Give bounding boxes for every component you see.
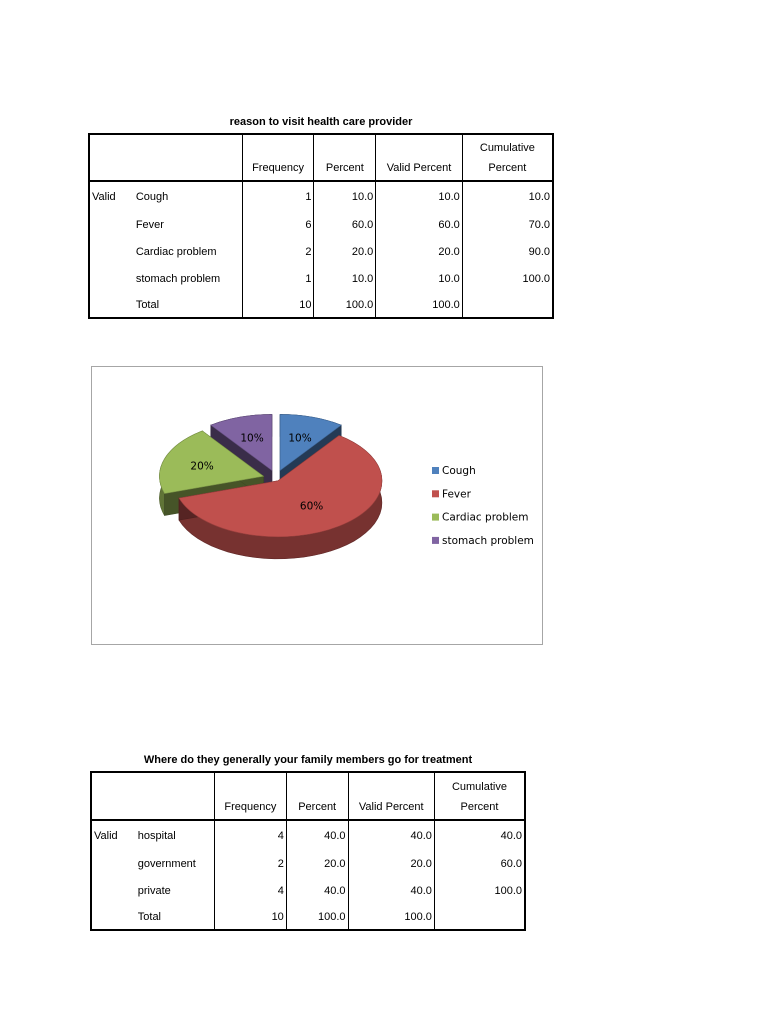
data-label-cough: 10% xyxy=(288,432,312,445)
col-header-valid-percent: Valid Percent xyxy=(348,772,434,820)
cell-valid-percent: 100.0 xyxy=(348,904,434,930)
row-label: Total xyxy=(137,910,162,923)
cell-valid-percent: 40.0 xyxy=(348,820,434,850)
col-header-cumulative-line2: Percent xyxy=(460,801,499,813)
cell-frequency: 4 xyxy=(215,877,287,904)
cell-cumulative-percent: 90.0 xyxy=(462,238,553,265)
table-row xyxy=(89,181,553,211)
cell-valid-percent: 10.0 xyxy=(376,181,463,211)
cell-percent: 20.0 xyxy=(314,238,376,265)
table-row xyxy=(89,211,553,238)
col-header-percent: Percent xyxy=(314,134,376,181)
col-header-cumulative-percent xyxy=(434,772,525,820)
cell-valid-percent: 60.0 xyxy=(376,211,463,238)
cell-valid-percent: 10.0 xyxy=(376,265,463,292)
cell-valid-percent: 20.0 xyxy=(348,850,434,877)
table2-title: Where do they generally your family members go for treatment xyxy=(143,754,473,766)
col-header-cumulative-line1: Cumulative xyxy=(479,142,535,154)
group-label: Valid xyxy=(92,190,116,203)
col-header-frequency: Frequency xyxy=(215,772,287,820)
pie-chart-svg xyxy=(92,367,542,644)
data-label-cardiac-problem: 20% xyxy=(190,460,214,473)
legend-swatch-fever xyxy=(432,490,439,497)
cell-frequency: 1 xyxy=(242,181,314,211)
cell-percent: 20.0 xyxy=(286,850,348,877)
cell-frequency: 10 xyxy=(215,904,287,930)
col-header-cumulative-percent xyxy=(462,134,553,181)
row-label: stomach problem xyxy=(135,272,221,285)
legend-swatch-cough xyxy=(432,467,439,474)
legend-label-stomach-problem: stomach problem xyxy=(442,534,534,547)
row-label: Fever xyxy=(135,218,164,231)
cell-frequency: 2 xyxy=(215,850,287,877)
frequency-table-reason xyxy=(88,133,554,319)
cell-percent: 10.0 xyxy=(314,181,376,211)
cell-cumulative-percent xyxy=(462,292,553,318)
table-row xyxy=(89,238,553,265)
col-header-valid-percent: Valid Percent xyxy=(376,134,463,181)
cell-frequency: 2 xyxy=(242,238,314,265)
row-label: Total xyxy=(135,298,160,311)
data-label-stomach-problem: 10% xyxy=(240,432,264,445)
cell-frequency: 1 xyxy=(242,265,314,292)
row-label: government xyxy=(137,857,196,870)
cell-cumulative-percent: 60.0 xyxy=(434,850,525,877)
frequency-table-treatment xyxy=(90,771,526,931)
table-row xyxy=(91,850,525,877)
cell-cumulative-percent: 70.0 xyxy=(462,211,553,238)
col-header-cumulative-line1: Cumulative xyxy=(451,781,507,793)
row-label: private xyxy=(137,884,171,897)
table-row xyxy=(91,820,525,850)
table-row-total xyxy=(89,292,553,318)
cell-percent: 40.0 xyxy=(286,820,348,850)
group-label: Valid xyxy=(94,829,118,842)
table-header-row xyxy=(89,134,553,181)
cell-percent: 60.0 xyxy=(314,211,376,238)
cell-percent: 40.0 xyxy=(286,877,348,904)
legend-label-cough: Cough xyxy=(442,465,476,477)
cell-valid-percent: 100.0 xyxy=(376,292,463,318)
cell-cumulative-percent: 100.0 xyxy=(462,265,553,292)
table-row-total xyxy=(91,904,525,930)
col-header-frequency: Frequency xyxy=(242,134,314,181)
cell-cumulative-percent: 10.0 xyxy=(462,181,553,211)
cell-valid-percent: 40.0 xyxy=(348,877,434,904)
cell-cumulative-percent: 40.0 xyxy=(434,820,525,850)
cell-percent: 100.0 xyxy=(314,292,376,318)
table1-title: reason to visit health care provider xyxy=(229,116,413,128)
data-label-fever: 60% xyxy=(299,500,324,513)
cell-valid-percent: 20.0 xyxy=(376,238,463,265)
table-header-row xyxy=(91,772,525,820)
cell-frequency: 6 xyxy=(242,211,314,238)
row-label: hospital xyxy=(137,829,176,842)
cell-frequency: 10 xyxy=(242,292,314,318)
cell-cumulative-percent xyxy=(434,904,525,930)
col-header-percent: Percent xyxy=(286,772,348,820)
legend-label-fever: Fever xyxy=(442,488,471,501)
cell-percent: 10.0 xyxy=(314,265,376,292)
cell-percent: 100.0 xyxy=(286,904,348,930)
table-row xyxy=(89,265,553,292)
cell-frequency: 4 xyxy=(215,820,287,850)
row-label: Cardiac problem xyxy=(135,245,217,258)
pie-chart xyxy=(91,366,543,645)
row-label: Cough xyxy=(135,190,169,203)
legend-label-cardiac-problem: Cardiac problem xyxy=(442,511,529,524)
legend-swatch-stomach-problem xyxy=(432,537,439,544)
legend-swatch-cardiac-problem xyxy=(432,514,439,521)
cell-cumulative-percent: 100.0 xyxy=(434,877,525,904)
col-header-cumulative-line2: Percent xyxy=(488,162,527,174)
table-row xyxy=(91,877,525,904)
